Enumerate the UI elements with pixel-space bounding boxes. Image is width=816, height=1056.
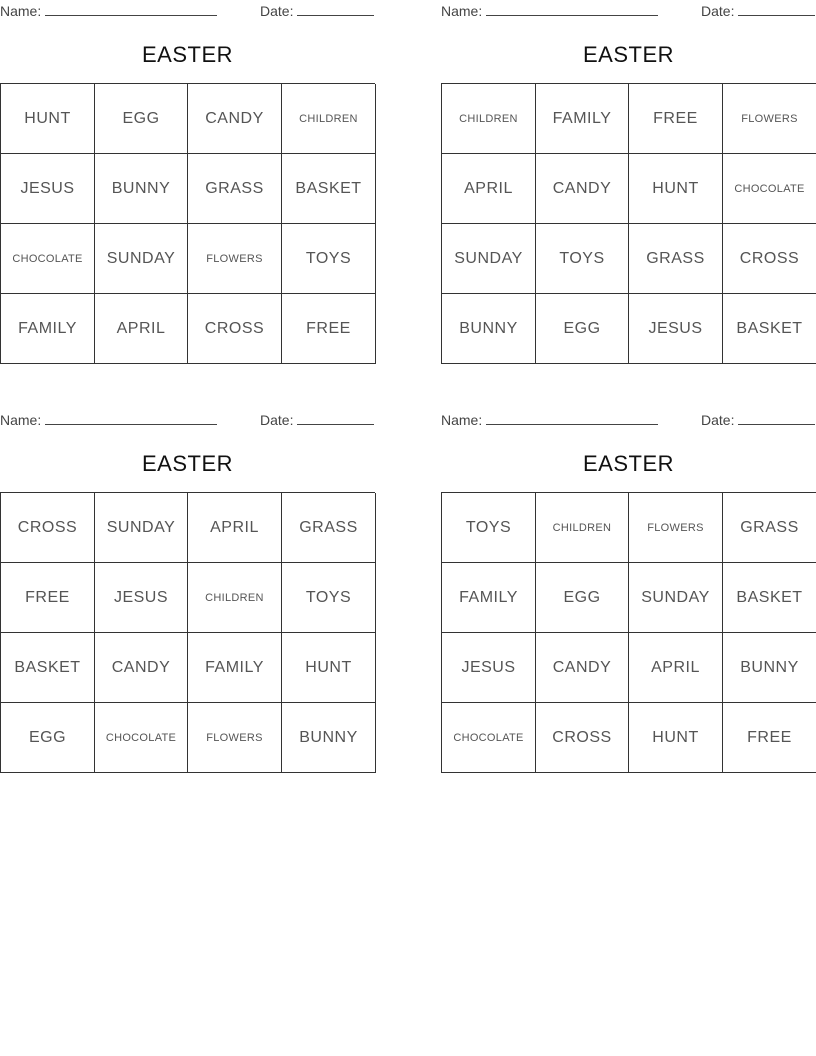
- card-header: [441, 2, 816, 20]
- date-label: Date:: [701, 3, 735, 19]
- bingo-cell[interactable]: EGG: [536, 294, 629, 364]
- bingo-cell[interactable]: FAMILY: [442, 563, 536, 633]
- bingo-cell[interactable]: GRASS: [723, 493, 816, 563]
- bingo-cell[interactable]: CHILDREN: [282, 84, 376, 154]
- bingo-cell[interactable]: EGG: [95, 84, 188, 154]
- date-field: [260, 2, 374, 19]
- date-label: Date:: [260, 412, 294, 428]
- bingo-cell[interactable]: TOYS: [282, 563, 376, 633]
- bingo-grid: [0, 492, 375, 773]
- bingo-cell[interactable]: BUNNY: [95, 154, 188, 224]
- bingo-cell[interactable]: APRIL: [442, 154, 536, 224]
- bingo-cell[interactable]: GRASS: [629, 224, 723, 294]
- bingo-cell[interactable]: FAMILY: [1, 294, 95, 364]
- bingo-cell[interactable]: APRIL: [95, 294, 188, 364]
- bingo-grid: [0, 83, 375, 364]
- name-field: [0, 2, 217, 19]
- bingo-cell[interactable]: FLOWERS: [723, 84, 816, 154]
- date-field: [260, 411, 374, 428]
- bingo-cell[interactable]: CROSS: [188, 294, 282, 364]
- bingo-cell[interactable]: BASKET: [1, 633, 95, 703]
- bingo-cell[interactable]: FLOWERS: [188, 224, 282, 294]
- name-field: [441, 2, 658, 19]
- bingo-card: [441, 409, 816, 774]
- bingo-cell[interactable]: CANDY: [536, 633, 629, 703]
- bingo-cell[interactable]: BASKET: [723, 563, 816, 633]
- date-blank-line[interactable]: [297, 411, 374, 425]
- bingo-cell[interactable]: FREE: [629, 84, 723, 154]
- card-header: [0, 411, 375, 429]
- bingo-cell[interactable]: APRIL: [188, 493, 282, 563]
- bingo-cell[interactable]: CANDY: [95, 633, 188, 703]
- bingo-cell[interactable]: HUNT: [282, 633, 376, 703]
- bingo-cell[interactable]: BUNNY: [442, 294, 536, 364]
- bingo-cell[interactable]: GRASS: [282, 493, 376, 563]
- bingo-cell[interactable]: BASKET: [282, 154, 376, 224]
- bingo-cell[interactable]: EGG: [1, 703, 95, 773]
- bingo-cell[interactable]: CANDY: [188, 84, 282, 154]
- bingo-cell[interactable]: BUNNY: [282, 703, 376, 773]
- bingo-cell[interactable]: CHOCOLATE: [1, 224, 95, 294]
- bingo-cell[interactable]: BUNNY: [723, 633, 816, 703]
- bingo-cell[interactable]: FLOWERS: [629, 493, 723, 563]
- bingo-card: [0, 409, 375, 774]
- bingo-cell[interactable]: SUNDAY: [442, 224, 536, 294]
- card-header: [441, 411, 816, 429]
- bingo-cell[interactable]: HUNT: [629, 154, 723, 224]
- bingo-cell[interactable]: EGG: [536, 563, 629, 633]
- name-blank-line[interactable]: [486, 2, 658, 16]
- bingo-cell[interactable]: GRASS: [188, 154, 282, 224]
- bingo-cell[interactable]: JESUS: [629, 294, 723, 364]
- bingo-cell[interactable]: TOYS: [442, 493, 536, 563]
- bingo-card: [441, 0, 816, 365]
- bingo-cell[interactable]: HUNT: [1, 84, 95, 154]
- bingo-cell[interactable]: CHILDREN: [442, 84, 536, 154]
- bingo-cell[interactable]: FREE: [282, 294, 376, 364]
- name-field: [441, 411, 658, 428]
- bingo-cell[interactable]: CROSS: [723, 224, 816, 294]
- bingo-cell[interactable]: BASKET: [723, 294, 816, 364]
- name-label: Name:: [441, 412, 483, 428]
- bingo-cell[interactable]: SUNDAY: [629, 563, 723, 633]
- name-label: Name:: [441, 3, 483, 19]
- bingo-cell[interactable]: TOYS: [536, 224, 629, 294]
- bingo-cell[interactable]: FLOWERS: [188, 703, 282, 773]
- name-label: Name:: [0, 3, 42, 19]
- bingo-cell[interactable]: CHOCOLATE: [442, 703, 536, 773]
- bingo-cell[interactable]: HUNT: [629, 703, 723, 773]
- bingo-cell[interactable]: CHILDREN: [188, 563, 282, 633]
- bingo-grid: [441, 492, 816, 773]
- bingo-cell[interactable]: CANDY: [536, 154, 629, 224]
- bingo-cell[interactable]: CHOCOLATE: [95, 703, 188, 773]
- bingo-cell[interactable]: JESUS: [442, 633, 536, 703]
- date-blank-line[interactable]: [297, 2, 374, 16]
- bingo-grid: [441, 83, 816, 364]
- date-field: [701, 411, 815, 428]
- name-blank-line[interactable]: [486, 411, 658, 425]
- name-blank-line[interactable]: [45, 411, 217, 425]
- card-header: [0, 2, 375, 20]
- date-field: [701, 2, 815, 19]
- name-blank-line[interactable]: [45, 2, 217, 16]
- bingo-cell[interactable]: CHOCOLATE: [723, 154, 816, 224]
- card-title: EASTER: [582, 42, 675, 67]
- bingo-cell[interactable]: TOYS: [282, 224, 376, 294]
- bingo-cell[interactable]: CROSS: [536, 703, 629, 773]
- name-label: Name:: [0, 412, 42, 428]
- bingo-cell[interactable]: FAMILY: [536, 84, 629, 154]
- card-title: EASTER: [582, 451, 675, 476]
- date-label: Date:: [701, 412, 735, 428]
- bingo-cell[interactable]: SUNDAY: [95, 493, 188, 563]
- bingo-cell[interactable]: CROSS: [1, 493, 95, 563]
- bingo-cell[interactable]: JESUS: [95, 563, 188, 633]
- name-field: [0, 411, 217, 428]
- date-blank-line[interactable]: [738, 2, 815, 16]
- bingo-cell[interactable]: CHILDREN: [536, 493, 629, 563]
- bingo-card: [0, 0, 375, 365]
- bingo-cell[interactable]: FREE: [723, 703, 816, 773]
- bingo-cell[interactable]: SUNDAY: [95, 224, 188, 294]
- bingo-cell[interactable]: FREE: [1, 563, 95, 633]
- date-label: Date:: [260, 3, 294, 19]
- card-title: EASTER: [141, 42, 234, 67]
- card-title: EASTER: [141, 451, 234, 476]
- date-blank-line[interactable]: [738, 411, 815, 425]
- bingo-cell[interactable]: FAMILY: [188, 633, 282, 703]
- bingo-cell[interactable]: JESUS: [1, 154, 95, 224]
- bingo-cell[interactable]: APRIL: [629, 633, 723, 703]
